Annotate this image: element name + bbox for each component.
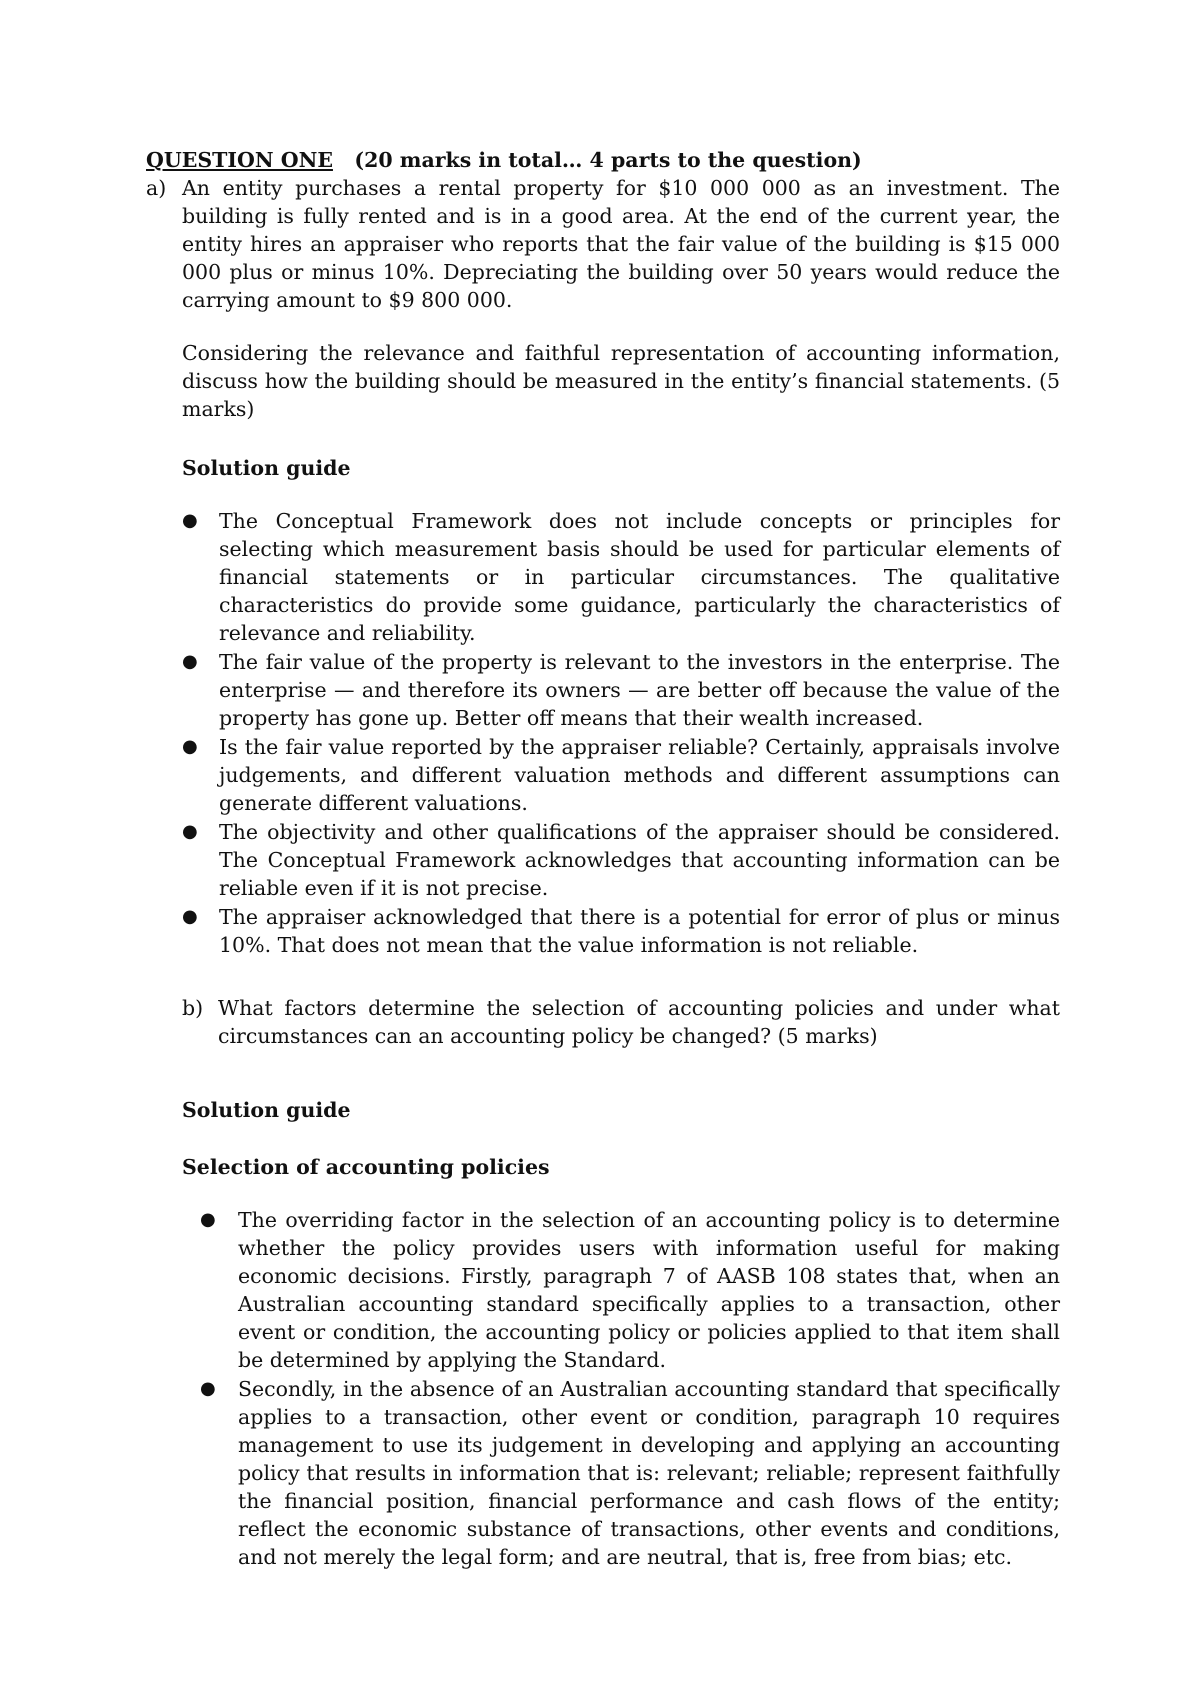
- list-item: ● The overriding factor in the selection of an accounting policy is to determine whether the policy provides users with information useful for making economic decisions. Firstly, paragraph 7 of AASB 108 states that, when an Australian accounting standard specifically applies to a transaction, other event or condition, the accounting policy or policies applied to that item shall be determined by applying the Standard.: [200, 1208, 1060, 1372]
- question-title: [146, 146, 862, 174]
- bullet-icon: ●: [182, 821, 198, 842]
- part-a-solution-heading: Solution guide: [182, 456, 351, 480]
- bullet-icon: ●: [200, 1378, 216, 1399]
- bullet-icon: ●: [182, 736, 198, 757]
- list-item: ● Is the fair value reported by the appraiser reliable? Certainly, appraisals involve judgements, and different valuation methods and different assumptions can generate different valuations.: [182, 735, 1060, 815]
- part-b-subheading: Selection of accounting policies: [182, 1155, 550, 1179]
- question-number: QUESTION ONE: [146, 148, 333, 172]
- part-a-question: Considering the relevance and faithful representation of accounting information, discuss how the building should be measured in the entity’s financial statements. (5 marks): [182, 341, 1060, 421]
- part-a-solution-list: [182, 507, 1060, 960]
- part-b: [182, 994, 1060, 1050]
- list-item: ● The objectivity and other qualifications of the appraiser should be considered. The Conceptual Framework acknowledges that accounting information can be reliable even if it is not precise.: [182, 820, 1060, 900]
- list-item: ● The Conceptual Framework does not include concepts or principles for selecting which measurement basis should be used for particular elements of financial statements or in particular circumstances. The qualitative characteristics do provide some guidance, particularly the characteristics of relevance and reliability.: [182, 509, 1060, 645]
- part-b-solution-list: [200, 1206, 1060, 1572]
- part-a-label: a): [146, 176, 167, 200]
- bullet-icon: ●: [182, 906, 198, 927]
- part-b-solution-heading: Solution guide: [182, 1098, 351, 1122]
- question-marks: (20 marks in total… 4 parts to the question): [354, 148, 862, 172]
- part-a: [146, 174, 1060, 314]
- bullet-icon: ●: [182, 651, 198, 672]
- bullet-icon: ●: [182, 510, 198, 531]
- bullet-icon: ●: [200, 1209, 216, 1230]
- list-item: ● The fair value of the property is relevant to the investors in the enterprise. The enterprise — and therefore its owners — are better off because the value of the property has gone up. Better off means that their wealth increased.: [182, 650, 1060, 730]
- part-a-text: An entity purchases a rental property for $10 000 000 as an investment. The building is fully rented and is in a good area. At the end of the current year, the entity hires an appraiser who reports that the fair value of the building is $15 000 000 plus or minus 10%. Depreciating the building over 50 years would reduce the carrying amount to $9 800 000.: [182, 176, 1060, 312]
- list-item: ● The appraiser acknowledged that there is a potential for error of plus or minus 10%. That does not mean that the value information is not reliable.: [182, 905, 1060, 957]
- part-b-label: b): [182, 996, 204, 1020]
- part-b-text: What factors determine the selection of accounting policies and under what circumstances can an accounting policy be changed? (5 marks): [218, 996, 1060, 1048]
- list-item: ● Secondly, in the absence of an Australian accounting standard that specifically applies to a transaction, other event or condition, paragraph 10 requires management to use its judgement in developing and applying an accounting policy that results in information that is: relevant; reliable; represent faithfully the financial position, financial performance and cash flows of the entity; reflect the economic substance of transactions, other events and conditions, and not merely the legal form; and are neutral, that is, free from bias; etc.: [200, 1377, 1060, 1569]
